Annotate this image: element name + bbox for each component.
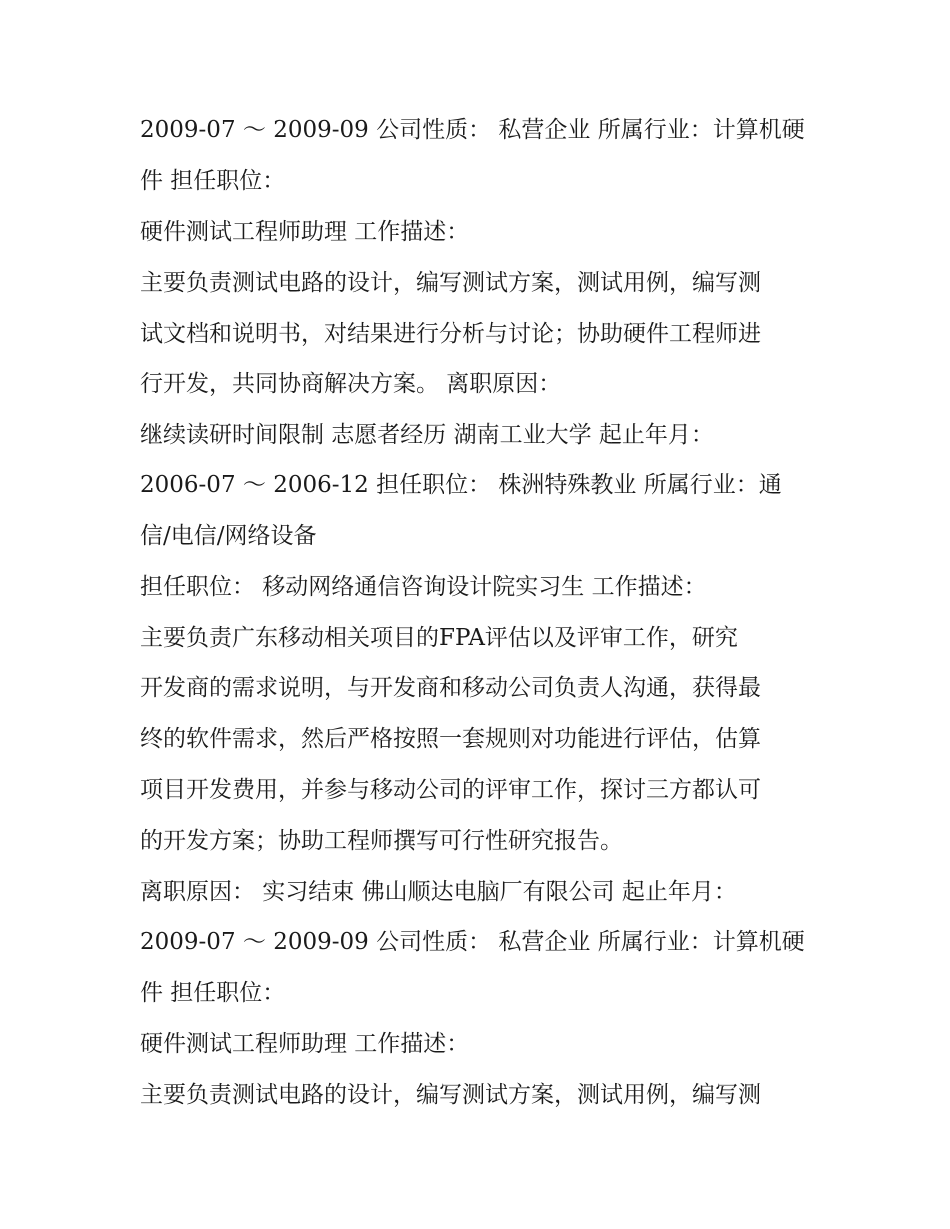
text-line: 继续读研时间限制 志愿者经历 湖南工业大学 起止年月： (140, 422, 714, 448)
text-line: 主要负责广东移动相关项目的FPA评估以及评审工作，研究 (140, 625, 738, 651)
text-line: 行开发，共同协商解决方案。 离职原因： (140, 371, 562, 397)
text-line: 项目开发费用，并参与移动公司的评审工作，探讨三方都认可 (140, 777, 761, 803)
text-line: 担任职位： 移动网络通信咨询设计院实习生 工作描述： (140, 574, 707, 600)
text-line: 2009-07 ～ 2009-09 公司性质： 私营企业 所属行业：计算机硬 (140, 929, 805, 955)
text-line: 硬件测试工程师助理 工作描述： (140, 219, 470, 245)
text-line: 主要负责测试电路的设计，编写测试方案，测试用例，编写测 (140, 270, 761, 296)
text-line: 的开发方案；协助工程师撰写可行性研究报告。 (140, 828, 623, 854)
text-line: 主要负责测试电路的设计，编写测试方案，测试用例，编写测 (140, 1082, 761, 1108)
text-line: 硬件测试工程师助理 工作描述： (140, 1031, 470, 1057)
text-line: 件 担任职位： (140, 980, 286, 1006)
text-line: 开发商的需求说明，与开发商和移动公司负责人沟通，获得最 (140, 675, 761, 701)
text-line: 2006-07 ～ 2006-12 担任职位： 株洲特殊教业 所属行业：通 (140, 472, 782, 498)
text-line: 信/电信/网络设备 (140, 523, 317, 549)
text-line: 终的软件需求，然后严格按照一套规则对功能进行评估，估算 (140, 726, 761, 752)
text-line: 试文档和说明书，对结果进行分析与讨论；协助硬件工程师进 (140, 321, 761, 347)
text-line: 离职原因： 实习结束 佛山顺达电脑厂有限公司 起止年月： (140, 879, 737, 905)
text-line: 件 担任职位： (140, 168, 286, 194)
text-line: 2009-07 ～ 2009-09 公司性质： 私营企业 所属行业：计算机硬 (140, 117, 805, 143)
